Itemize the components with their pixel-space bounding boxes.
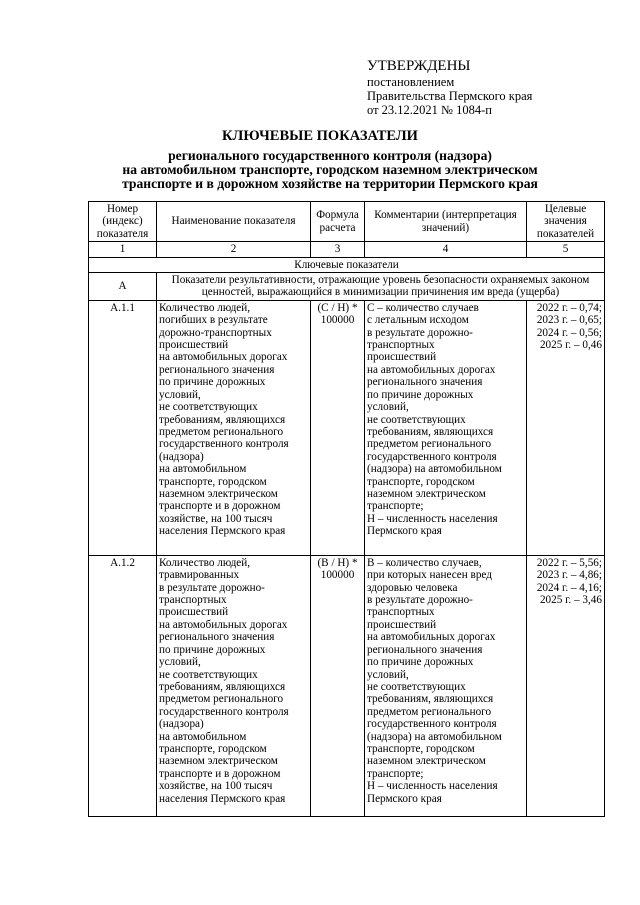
cell-line: 2024 г. – 0,56; [536, 326, 602, 339]
column-number: 2 [157, 242, 311, 257]
table-row [89, 555, 605, 816]
cell-line: 2023 г. – 4,86; [536, 569, 602, 582]
column-number: 3 [311, 242, 365, 257]
row-targets [527, 555, 605, 816]
cell-line: Количество людей, [159, 301, 251, 314]
cell-line: Количество людей, [159, 556, 251, 569]
cell-line: происшествий [367, 351, 437, 364]
subtitle-line-2: на автомобильном транспорте, городском наземном электрическом [122, 162, 538, 178]
cell-line: условий, [159, 656, 201, 669]
cell-line: государственного контроля [159, 438, 289, 451]
cell-line: государственного контроля [367, 450, 497, 463]
row-index: А.1.2 [89, 555, 157, 816]
cell-line: наземном электрическом [159, 487, 278, 500]
cell-line: (надзора) на автомобильном [367, 730, 502, 743]
cell-line: транспорте, городском [159, 742, 267, 755]
cell-line: наземном электрическом [159, 755, 278, 768]
cell-line: в результате дорожно- [367, 594, 473, 607]
cell-line: Пермского края [367, 792, 442, 805]
cell-line: на автомобильных дорогах [159, 618, 288, 631]
cell-line: транспорте, городском [159, 475, 267, 488]
cell-line: на автомобильном [159, 730, 247, 743]
subtitle-line-1: регионального государственного контроля (надзора) [168, 148, 492, 163]
row-targets [527, 300, 605, 555]
cell-line: наземном электрическом [367, 755, 486, 768]
cell-line: на автомобильном [159, 463, 247, 476]
cell-line: происшествий [367, 618, 437, 631]
cell-line: регионального значения [159, 363, 275, 376]
cell-line: предметом регионального [367, 705, 492, 718]
cell-line: 2022 г. – 0,74; [536, 301, 602, 314]
cell-line: с летальным исходом [367, 314, 469, 327]
header-name: Наименование показателя [157, 202, 311, 242]
cell-line: условий, [367, 668, 409, 681]
cell-line: населения Пермского края [159, 792, 286, 805]
cell-line: происшествий [159, 606, 229, 619]
document-subtitle [40, 149, 620, 192]
group-row [89, 273, 605, 301]
cell-line: транспортных [367, 339, 435, 352]
cell-line: происшествий [159, 339, 229, 352]
cell-line: транспорте, городском [367, 742, 475, 755]
cell-line: регионального значения [159, 631, 275, 644]
cell-line: 2024 г. – 4,16; [536, 581, 602, 594]
cell-line: государственного контроля [159, 705, 289, 718]
cell-line: условий, [367, 401, 409, 414]
cell-line: в результате дорожно- [159, 581, 265, 594]
column-number: 4 [365, 242, 527, 257]
cell-line: требованиям, являющихся [367, 425, 494, 438]
approval-line-1: постановлением [367, 75, 455, 89]
cell-line: на автомобильных дорогах [367, 631, 496, 644]
row-name [157, 300, 311, 555]
cell-line: травмированных [159, 569, 240, 582]
cell-line: не соответствующих [159, 668, 258, 681]
group-index: А [89, 273, 157, 301]
approval-heading: УТВЕРЖДЕНЫ [367, 58, 471, 74]
table-header-row [89, 202, 605, 242]
column-number: 1 [89, 242, 157, 257]
cell-line: регионального значения [367, 643, 483, 656]
cell-line: С – количество случаев [367, 301, 479, 314]
row-name [157, 555, 311, 816]
section-row [89, 257, 605, 272]
cell-line: не соответствующих [159, 401, 258, 414]
column-numbers-row [89, 242, 605, 257]
approval-line-2: Правительства Пермского края [367, 89, 533, 103]
cell-line: населения Пермского края [159, 525, 286, 538]
cell-line: дорожно-транспортных [159, 326, 272, 339]
cell-line: требованиям, являющихся [159, 413, 286, 426]
cell-line: транспортных [367, 606, 435, 619]
cell-line: транспорте и в дорожном [159, 500, 281, 513]
column-number: 5 [527, 242, 605, 257]
cell-line: по причине дорожных [159, 376, 266, 389]
row-comment [365, 555, 527, 816]
cell-line: в результате дорожно- [367, 326, 473, 339]
cell-line: 2023 г. – 0,65; [536, 314, 602, 327]
header-comments: Комментарии (интерпретация значений) [365, 202, 527, 242]
cell-line: регионального значения [367, 376, 483, 389]
cell-line: Пермского края [367, 525, 442, 538]
document-title: КЛЮЧЕВЫЕ ПОКАЗАТЕЛИ [222, 128, 418, 144]
cell-line: по причине дорожных [367, 656, 474, 669]
cell-line: Н – численность населения [367, 512, 498, 525]
row-comment [365, 300, 527, 555]
cell-line: хозяйстве, на 100 тысяч [159, 512, 273, 525]
cell-line: не соответствующих [367, 413, 466, 426]
cell-line: транспорте и в дорожном [159, 767, 281, 780]
cell-line: требованиям, являющихся [159, 680, 286, 693]
cell-line: Н – численность населения [367, 780, 498, 793]
cell-line: на автомобильных дорогах [159, 351, 288, 364]
subtitle-line-3: транспорте и в дорожном хозяйстве на территории Пермского края [122, 176, 538, 192]
cell-line: здоровью человека [367, 581, 458, 594]
group-text: Показатели результативности, отражающие уровень безопасности охраняемых законом ценностей, выражающийся в минимизации причинения им вреда (ущерба) [157, 273, 605, 301]
cell-line: (надзора) [159, 718, 204, 731]
cell-line: предметом регионального [159, 425, 284, 438]
cell-line: транспорте, городском [367, 475, 475, 488]
cell-line: по причине дорожных [367, 388, 474, 401]
cell-line: не соответствующих [367, 680, 466, 693]
cell-line: 2025 г. – 3,46 [539, 594, 602, 607]
cell-line: погибших в результате [159, 314, 268, 327]
cell-line: В – количество случаев, [367, 556, 482, 569]
cell-line: (надзора) [159, 450, 204, 463]
row-index: А.1.1 [89, 300, 157, 555]
header-index: Номер (индекс) показателя [89, 202, 157, 242]
cell-line: требованиям, являющихся [367, 693, 494, 706]
cell-line: предметом регионального [367, 438, 492, 451]
section-title: Ключевые показатели [89, 257, 605, 272]
table-row [89, 300, 605, 555]
kpi-table [88, 201, 605, 817]
cell-line: транспорте; [367, 767, 424, 780]
cell-line: наземном электрическом [367, 487, 486, 500]
cell-line: на автомобильных дорогах [367, 363, 496, 376]
cell-line: хозяйстве, на 100 тысяч [159, 780, 273, 793]
cell-line: 2022 г. – 5,56; [536, 556, 602, 569]
header-formula: Формула расчета [311, 202, 365, 242]
cell-line: транспортных [159, 594, 227, 607]
cell-line: 2025 г. – 0,46 [539, 339, 602, 352]
cell-line: условий, [159, 388, 201, 401]
cell-line: (надзора) на автомобильном [367, 463, 502, 476]
approval-block [367, 58, 627, 117]
cell-line: по причине дорожных [159, 643, 266, 656]
row-formula: (В / Н) * 100000 [311, 555, 365, 816]
header-targets: Целевые значения показателей [527, 202, 605, 242]
row-formula: (С / Н) * 100000 [311, 300, 365, 555]
approval-line-3: от 23.12.2021 № 1084-п [367, 103, 492, 117]
cell-line: при которых нанесен вред [367, 569, 492, 582]
cell-line: предметом регионального [159, 693, 284, 706]
cell-line: транспорте; [367, 500, 424, 513]
cell-line: государственного контроля [367, 718, 497, 731]
